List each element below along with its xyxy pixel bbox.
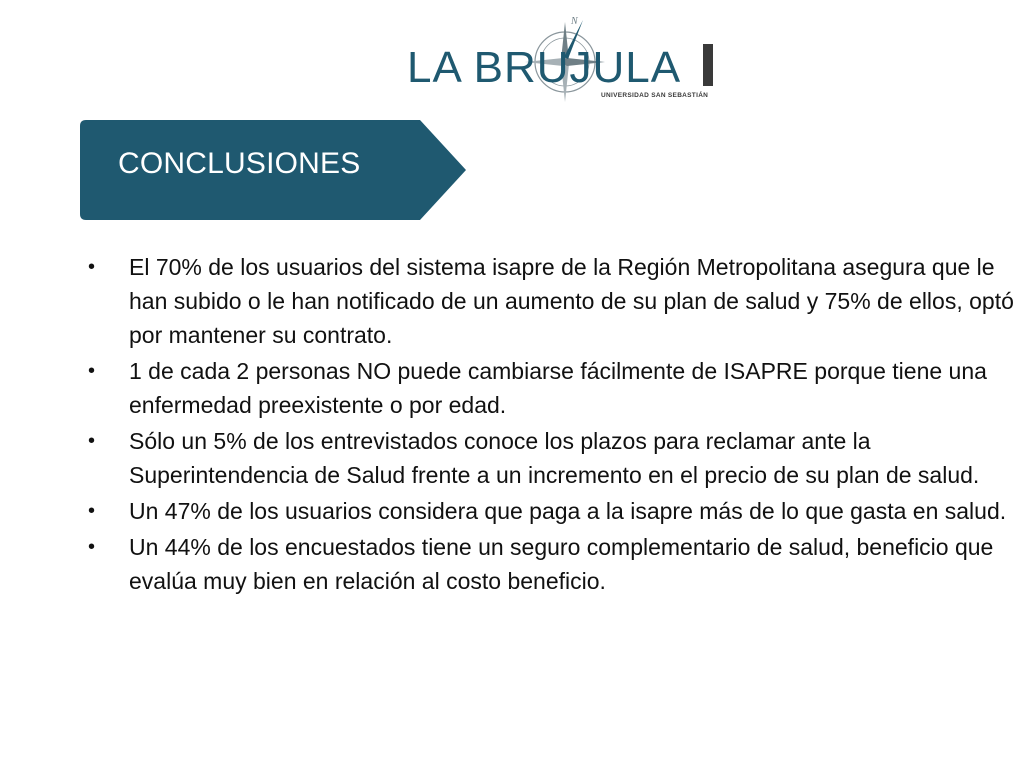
section-header-banner <box>80 120 466 220</box>
logo-university-name: UNIVERSIDAD SAN SEBASTIÁN <box>601 92 709 99</box>
svg-text:N: N <box>571 16 578 27</box>
la-brujula-logo <box>395 10 735 110</box>
bullet-icon: • <box>88 536 96 558</box>
list-item <box>84 530 1019 598</box>
list-item <box>84 354 1019 422</box>
page-title: CONCLUSIONES <box>118 147 361 180</box>
bullet-icon: • <box>88 360 96 382</box>
logo-wordmark: LA BRUJULA <box>407 43 682 92</box>
conclusions-list <box>84 250 1019 600</box>
list-item-text: 1 de cada 2 personas NO puede cambiarse fácilmente de ISAPRE porque tiene una enfermedad preexistente o por edad. <box>129 358 987 418</box>
list-item <box>84 250 1019 352</box>
list-item-text: Un 44% de los encuestados tiene un seguro complementario de salud, beneficio que evalúa muy bien en relación al costo beneficio. <box>129 534 994 594</box>
bullet-icon: • <box>88 500 96 522</box>
list-item-text: Sólo un 5% de los entrevistados conoce los plazos para reclamar ante la Superintendencia de Salud frente a un incremento en el precio de su plan de salud. <box>129 428 980 488</box>
list-item-text: El 70% de los usuarios del sistema isapre de la Región Metropolitana asegura que le han subido o le han notificado de un aumento de su plan de salud y 75% de ellos, optó por mantener su contrato. <box>129 254 1014 348</box>
list-item-text: Un 47% de los usuarios considera que paga a la isapre más de lo que gasta en salud. <box>129 498 1007 524</box>
list-item <box>84 494 1019 528</box>
list-item <box>84 424 1019 492</box>
bullet-icon: • <box>88 256 96 278</box>
bullet-icon: • <box>88 430 96 452</box>
